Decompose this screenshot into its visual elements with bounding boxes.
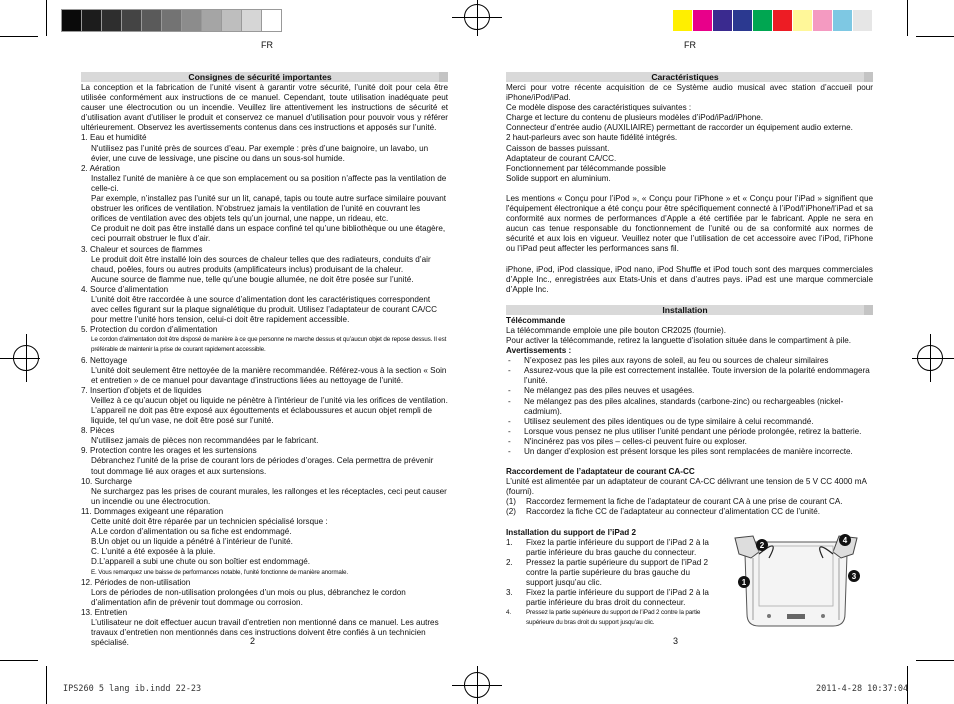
adapter-intro: L’unité est alimentée par un adaptateur de courant CA-CC délivrant une tension de 5 V CC 4000 mA (fourni).: [506, 477, 867, 497]
safety-item: [81, 426, 448, 446]
adapter-step-marker: (2): [506, 507, 516, 517]
safety-item-heading: Protection du cordon d’alimentation: [90, 325, 218, 335]
safety-item-extra: Par exemple, n’installez pas l’unité sur un lit, canapé, tapis ou toute autre surface similaire pouvant obstruer les orifices de ventilation. N’obstruez jamais la ventilation de l’unité en couvrant les orifices de ventilation avec des objets tels qu’un journal, une nappe, un rideau, etc.: [91, 194, 446, 224]
safety-item-body: L’unité doit seulement être nettoyée de la manière recommandée. Référez-vous à la section « Soin et entretien » de ce manuel pour davantage d’instructions liées au nettoyage de l’unité.: [91, 365, 447, 385]
safety-item: [81, 245, 448, 285]
color-swatch: [793, 10, 812, 31]
safety-item-title: [81, 578, 448, 588]
safety-item-number: 7.: [81, 385, 88, 395]
safety-item-title: [81, 356, 448, 366]
adapter-title: Raccordement de l’adaptateur de courant CA-CC: [506, 467, 695, 477]
crop-mark: [916, 36, 954, 37]
safety-item-extra: Aucune source de flamme nue, telle qu’une bougie allumée, ne doit être posée sur l’unité.: [91, 274, 414, 284]
damage-condition: B.Un objet ou un liquide a pénétré à l’intérieur de l’unité.: [91, 537, 293, 547]
feature-line: Ce modèle dispose des caractéristiques suivantes :: [506, 103, 692, 113]
ipad-step-text: Pressez la partie supérieure du support de l’iPad 2 contre la partie supérieure du bras gauche du support jusqu’au clic.: [526, 557, 709, 588]
callout-1: [738, 576, 750, 588]
safety-item: [81, 446, 448, 476]
callout-4: [839, 534, 851, 546]
color-swatch: [753, 10, 772, 31]
safety-item: [81, 608, 448, 648]
safety-item-body: Le produit doit être installé loin des sources de chaleur telles que des radiateurs, conduits d’air chaud, poêles, fours ou autres produits (amplificateurs inclus) produisant de la chaleur.: [91, 254, 431, 274]
warning-item: [506, 366, 873, 386]
feature-line: Solide support en aluminium.: [506, 173, 611, 183]
damage-condition: E. Vous remarquez une baisse de performances notable, l’unité fonctionne de manière anormale.: [91, 568, 348, 576]
warning-item: [506, 447, 873, 457]
safety-item-heading: Surcharge: [94, 476, 133, 486]
ipad-step: [506, 588, 718, 608]
ipad-step-text: Fixez la partie inférieure du support de l’iPad 2 à la partie inférieure du bras gauche du connecteur.: [526, 537, 709, 557]
safety-item-number: 8.: [81, 426, 88, 436]
safety-item-number: 9.: [81, 446, 88, 456]
warning-item-marker: -: [508, 396, 511, 406]
safety-item-body: Lors de périodes de non-utilisation prolongées d’un mois ou plus, débranchez le cordon d’alimentation afin de prévenir tout dommage ou corrosion.: [91, 587, 406, 607]
safety-item-number: 11.: [81, 506, 92, 516]
safety-item-heading: Chaleur et sources de flammes: [90, 244, 203, 254]
safety-item-number: 12.: [81, 577, 93, 587]
adapter-step-text: Raccordez fermement la fiche de l’adaptateur de courant CA à une prise de courant CA.: [526, 497, 843, 507]
safety-item-title: [81, 426, 448, 436]
crop-mark: [907, 0, 908, 36]
safety-item-title: [81, 325, 448, 335]
safety-item: [81, 133, 448, 163]
color-swatch: [102, 10, 121, 31]
ipad-step-marker: 1.: [506, 537, 513, 547]
remote-line: La télécommande emploie une pile bouton CR2025 (fournie).: [506, 325, 726, 335]
ipad-holder-steps: [506, 538, 718, 609]
safety-item-body: Ne surchargez pas les prises de courant murales, les rallonges et les réceptacles, ceci peut causer un incendie ou une électrocution.: [91, 486, 447, 506]
safety-item-extra: Ce produit ne doit pas être installé dans un espace confiné tel qu’une bibliothèque ou une étagère, ceci pourrait obstruer le flux d’air.: [91, 224, 446, 244]
ipad-holder-title: Installation du support de l’iPad 2: [506, 527, 637, 537]
left-column: [81, 72, 448, 648]
safety-item-body: L’utilisateur ne doit effectuer aucun travail d’entretien non mentionné dans ce manuel. Les autres travaux d’entretien non mentionnés dans ces instructions doivent être confiés à un technicien spécialisé.: [91, 617, 439, 648]
safety-item-heading: Périodes de non-utilisation: [94, 577, 191, 587]
safety-item-title: [81, 446, 448, 456]
warning-item-text: Un danger d’explosion est présent lorsque les piles sont remplacées de manière incorrecte.: [524, 447, 853, 456]
safety-item-number: 10.: [81, 476, 93, 486]
safety-item-number: 2.: [81, 163, 88, 173]
color-swatch: [242, 10, 261, 31]
remote-line: Pour activer la télécommande, retirez la languette d’isolation située dans le compartiment à pile.: [506, 335, 852, 345]
footer-date: 2011-4-28 10:37:04: [816, 684, 909, 694]
safety-item: [81, 578, 448, 608]
feature-line: Caisson de basses puissant.: [506, 143, 610, 153]
language-code-left: FR: [261, 40, 273, 50]
svg-text:1: 1: [741, 578, 747, 587]
safety-item-heading: Source d’alimentation: [90, 284, 169, 294]
color-swatch: [673, 10, 692, 31]
safety-item-title: [81, 386, 448, 396]
color-swatch: [813, 10, 832, 31]
adapter-step-text: Raccordez la fiche CC de l’adaptateur au connecteur d’alimentation CC de l’unité.: [526, 507, 821, 517]
crop-mark: [46, 666, 47, 704]
safety-item-number: 13.: [81, 607, 93, 617]
safety-item-title: [81, 164, 448, 174]
safety-item: [81, 386, 448, 426]
warning-item: [506, 356, 873, 366]
warning-item: [506, 386, 873, 396]
warning-item: [506, 427, 873, 437]
feature-line: 2 haut-parleurs avec son haute fidélité intégrés.: [506, 133, 678, 143]
svg-text:4: 4: [842, 536, 848, 545]
color-swatch: [202, 10, 221, 31]
callout-2: [756, 539, 768, 551]
ipad-step-text: Fixez la partie inférieure du support de l’iPad 2 à la partie inférieure du bras droit du connecteur.: [526, 588, 709, 608]
color-swatch: [693, 10, 712, 31]
warning-item-marker: -: [508, 436, 511, 446]
warning-item-text: Utilisez seulement des piles identiques ou de type similaire à celui recommandé.: [524, 416, 814, 426]
safety-item-heading: Pièces: [90, 426, 115, 436]
ipad-step: [506, 538, 718, 558]
color-swatch: [833, 10, 852, 31]
features-list: [506, 103, 873, 184]
ipad-step-marker: 3.: [506, 588, 513, 598]
safety-item: [81, 356, 448, 386]
color-swatch: [262, 10, 281, 31]
color-swatch: [82, 10, 101, 31]
safety-item: [81, 164, 448, 245]
warning-item: [506, 437, 873, 447]
safety-item: [81, 325, 448, 355]
safety-item-heading: Insertion d’objets et de liquides: [90, 385, 202, 395]
page-number-right: 3: [673, 636, 679, 646]
section-title-safety: Consignes de sécurité importantes: [81, 72, 448, 82]
warnings-list: [506, 356, 873, 457]
warning-item-marker: -: [508, 356, 511, 366]
crop-mark: [46, 0, 47, 36]
trademark-notice: iPhone, iPod, iPod classique, iPod nano, iPod Shuffle et iPod touch sont des marques commerciales d’Apple Inc., enregistrées aux Etats-Unis et dans d’autres pays. iPad est une marque commerciale d’Apple Inc.: [506, 264, 873, 294]
color-swatch: [773, 10, 792, 31]
warning-item-text: Assurez-vous que la pile est correctement installée. Toute inversion de la polarité endommagera l’unité.: [524, 366, 870, 386]
crop-mark: [916, 660, 954, 661]
safety-item-number: 6.: [81, 355, 88, 365]
section-title-installation: Installation: [506, 305, 873, 315]
svg-text:2: 2: [759, 541, 765, 550]
safety-item-heading: Protection contre les orages et les surtensions: [90, 446, 257, 456]
warning-item-marker: -: [508, 416, 511, 426]
safety-item-number: 3.: [81, 244, 88, 254]
features-intro: Merci pour votre récente acquisition de ce Système audio musical avec station d’accueil pour iPhone/iPod/iPad.: [506, 83, 873, 103]
damage-condition: D.L’appareil a subi une chute ou son boîtier est endommagé.: [91, 557, 311, 567]
color-swatch: [182, 10, 201, 31]
feature-line: Charge et lecture du contenu de plusieurs modèles d’iPod/iPad/iPhone.: [506, 113, 764, 123]
color-swatch: [713, 10, 732, 31]
warning-item-marker: -: [508, 426, 511, 436]
safety-item-heading: Eau et humidité: [90, 133, 147, 143]
safety-item-number: 1.: [81, 133, 88, 143]
remote-text: [506, 326, 873, 346]
damage-condition: C. L’unité a été exposée à la pluie.: [91, 547, 216, 557]
remote-title: Télécommande: [506, 315, 566, 325]
ipad-step: [506, 558, 718, 588]
safety-item-body: Débranchez l’unité de la prise de courant lors de périodes d’orages. Cela permettra de prévenir tout dommage lié aux orages et aux surtensions.: [91, 456, 434, 476]
safety-intro: La conception et la fabrication de l’unité visent à garantir votre sécurité, l’unité doit pour cela être utilisée conformément aux instructions de ce manuel. Cependant, toute utilisation inadéquate peut causer une électrocution ou un incendie. Veuillez lire attentivement les instructions de sécurité et d’utilisation avant d’utiliser le produit et conservez ce manuel d’utilisation pour pouvoir vous y référer ultérieurement. Observez les avertissements contenus dans ces instructions et apposés sur l’unité.: [81, 83, 448, 133]
warning-item-marker: -: [508, 366, 511, 376]
safety-item-title: [81, 133, 448, 143]
safety-item-number: 4.: [81, 284, 88, 294]
adapter-steps: [506, 497, 873, 517]
page-number-left: 2: [250, 636, 256, 646]
safety-item: [81, 477, 448, 507]
safety-item-title: [81, 608, 448, 618]
warning-item-text: N’exposez pas les piles aux rayons de soleil, au feu ou sources de chaleur similaires: [524, 356, 829, 366]
safety-item-body: N'utilisez jamais de pièces non recommandées par le fabricant.: [91, 436, 319, 446]
color-swatch: [733, 10, 752, 31]
damage-condition: A.Le cordon d’alimentation ou sa fiche est endommagé.: [91, 527, 292, 537]
language-code-right: FR: [684, 40, 696, 50]
safety-item-heading: Aération: [89, 163, 120, 173]
warning-item-marker: -: [508, 386, 511, 396]
warning-item: [506, 417, 873, 427]
safety-item-title: [81, 477, 448, 487]
color-swatch: [162, 10, 181, 31]
feature-line: Adaptateur de courant CA/CC.: [506, 153, 617, 163]
safety-item: [81, 285, 448, 325]
color-swatch: [122, 10, 141, 31]
safety-item-title: [81, 507, 448, 517]
adapter-step: [506, 507, 873, 517]
feature-line: Connecteur d’entrée audio (AUXILIAIRE) permettant de raccorder un équipement audio externe.: [506, 123, 853, 133]
safety-list: [81, 133, 448, 648]
safety-item-title: [81, 285, 448, 295]
safety-item-body: L’unité doit être raccordée à une source d’alimentation dont les caractéristiques correspondent avec celles figurant sur la plaque signalétique du produit. Utilisez l’adaptateur de courant CA/CC pour mettre l’unité hors tension, celui-ci doit être rapidement accessible.: [91, 294, 437, 325]
safety-item-heading: Entretien: [94, 607, 128, 617]
safety-item: [81, 507, 448, 578]
warnings-title: Avertissements :: [506, 346, 572, 356]
safety-item-body: Veillez à ce qu’aucun objet ou liquide ne pénètre à l’intérieur de l’unité via les orifices de ventilation. L’appareil ne doit pas être exposé aux égouttements et éclaboussures et aucun objet rempli de liquide, tel qu’un vase, ne doit être posé sur l’unité.: [91, 395, 448, 426]
color-swatch: [142, 10, 161, 31]
ipad-holder-illustration: [729, 528, 863, 634]
crop-mark: [0, 660, 38, 661]
safety-item-body: Le cordon d’alimentation doit être disposé de manière à ce que personne ne marche dessus et qu’aucun objet de repose dessus. Il est préférable de maintenir la prise de courant rapidement accessible.: [91, 336, 447, 354]
warning-item-text: Ne mélangez pas des piles neuves et usagées.: [524, 386, 695, 396]
warning-item-text: N'incinérez pas vos piles – celles-ci peuvent fuire ou exploser.: [524, 436, 747, 446]
footer-filename: IPS260 5 lang ib.indd 22-23: [63, 684, 202, 694]
svg-text:3: 3: [851, 572, 857, 581]
safety-item-heading: Dommages exigeant une réparation: [93, 506, 224, 516]
ipad-step-marker: 2.: [506, 557, 513, 567]
safety-item-body: Cette unité doit être réparée par un technicien spécialisé lorsque :: [91, 517, 328, 527]
safety-item-title: [81, 245, 448, 255]
ipad-step-4: 4. Pressez la partie supérieure du support de l’iPad 2 contre la partie supérieure du bras droit du support jusqu’au clic.: [506, 609, 701, 626]
warning-item-text: Lorsque vous pensez ne plus utiliser l’unité pendant une période prolongée, retirez la batterie.: [524, 426, 862, 436]
adapter-step: [506, 497, 873, 507]
crop-mark: [0, 36, 38, 37]
safety-item-number: 5.: [81, 325, 88, 335]
safety-item-body: N'utilisez pas l’unité près de sources d’eau. Par exemple : près d’une baignoire, un lavabo, un évier, une cuve de lessivage, une piscine ou dans un sous-sol humide.: [91, 143, 429, 163]
callout-3: [848, 570, 860, 582]
color-swatch: [853, 10, 872, 31]
apple-notice: Les mentions « Conçu pour l’iPod », « Conçu pour l’iPhone » et « Conçu pour l’iPad » signifient que l'équipement électronique a été conçu pour être spécifiquement connecté à l’iPod/l’iPhone/l’iPad et sa conformité aux normes de performances d’Apple a été certifiée par le fabricant. Apple ne sera en aucun cas tenue responsable du fonctionnement de l’unité ou de sa conformité aux normes de sécurité et aux lois en vigueur. Veuillez noter que l’utilisation de cet accessoire avec l’iPod, l’iPhone ou l’iPad peut affecter les performances sans fil.: [506, 193, 873, 254]
feature-line: Fonctionnement par télécommande possible: [506, 163, 666, 173]
section-title-features: Caractéristiques: [506, 72, 873, 82]
color-swatch: [222, 10, 241, 31]
adapter-step-marker: (1): [506, 497, 516, 507]
color-swatch: [62, 10, 81, 31]
safety-item-heading: Nettoyage: [90, 355, 128, 365]
warning-item: [506, 397, 873, 417]
safety-item-body: Installez l’unité de manière à ce que son emplacement ou sa position n’affecte pas la ventilation de celle-ci.: [91, 173, 447, 193]
warning-item-marker: -: [508, 447, 511, 456]
warning-item-text: Ne mélangez pas des piles alcalines, standards (carbone-zinc) ou rechargeables (nickel-cadmium).: [524, 396, 844, 416]
